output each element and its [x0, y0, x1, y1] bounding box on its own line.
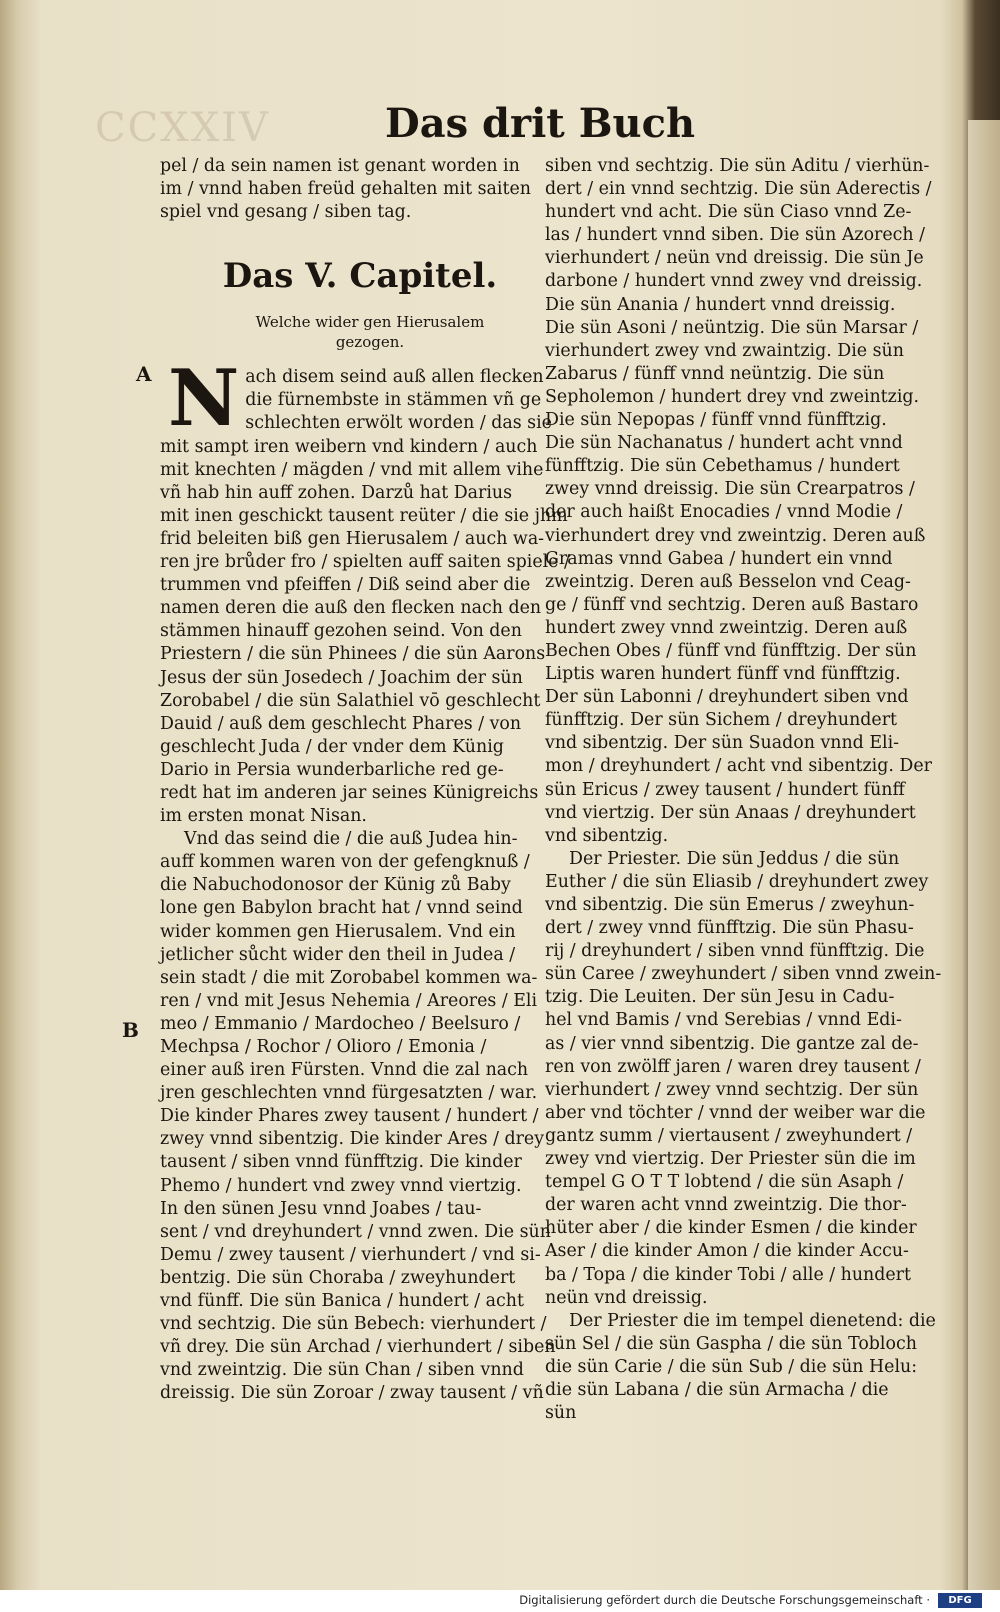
- text-line: ren / vnd mit Jesus Nehemia / Areores / Eli: [160, 990, 538, 1011]
- right-body-3: [545, 1310, 936, 1425]
- text-line: tausent / siben vnnd fünfftzig. Die kinder: [160, 1152, 522, 1173]
- text-line: fünfftzig. Der sün Sichem / dreyhundert: [545, 710, 898, 731]
- text-line: geschlecht Juda / der vnder dem Künig: [160, 736, 504, 757]
- text-line: wider kommen gen Hierusalem. Vnd ein: [160, 921, 516, 942]
- text-line: vierhundert / zwey vnnd sechtzig. Der sün: [545, 1079, 919, 1100]
- left-body-a: [160, 436, 570, 1036]
- text-line: tempel G O T T lobtend / die sün Asaph /: [545, 1172, 904, 1193]
- text-line: meo / Emmanio / Mardocheo / Beelsuro /: [160, 1013, 521, 1034]
- text-line: Die sün Anania / hundert vnnd dreissig.: [545, 294, 896, 315]
- text-line: lone gen Babylon bracht hat / vnnd seind: [160, 898, 523, 919]
- text-line: sün Ericus / zwey tausent / hundert fünff: [545, 779, 905, 800]
- text-line: jetlicher sůcht wider den theil in Judea /: [160, 944, 516, 965]
- text-line: Aser / die kinder Amon / die kinder Accu-: [545, 1241, 909, 1262]
- text-line: Demu / zwey tausent / vierhundert / vnd si-: [160, 1244, 541, 1265]
- text-line: Der sün Labonni / dreyhundert siben vnd: [545, 687, 909, 708]
- text-line: Die sün Asoni / neüntzig. Die sün Marsar /: [545, 317, 919, 338]
- right-body-2: [545, 848, 942, 1310]
- adjacent-page-edge: [968, 120, 1000, 1590]
- text-line: Jesus der sün Josedech / Joachim der sün: [160, 667, 523, 688]
- text-line: Priestern / die sün Phinees / die sün Aarons: [160, 644, 546, 665]
- text-line: Gramas vnnd Gabea / hundert ein vnnd: [545, 548, 893, 569]
- text-line: rij / dreyhundert / siben vnnd fünfftzig. Die: [545, 941, 925, 962]
- text-line: gantz summ / viertausent / zweyhundert /: [545, 1125, 913, 1146]
- text-line: fünfftzig. Die sün Cebethamus / hundert: [545, 456, 900, 477]
- text-line: redt hat im anderen jar seines Künigreichs: [160, 782, 539, 803]
- text-line: vnd viertzig. Der sün Anaas / dreyhundert: [545, 802, 916, 823]
- text-line: vnd sechtzig. Die sün Bebech: vierhundert /: [160, 1314, 547, 1335]
- text-line: Zabarus / fünff vnnd neüntzig. Die sün: [545, 363, 885, 384]
- text-line: mon / dreyhundert / acht vnd sibentzig. Der: [545, 756, 932, 777]
- text-line: dert / ein vnnd sechtzig. Die sün Aderectis /: [545, 179, 932, 200]
- text-line: die sün Carie / die sün Sub / die sün Helu:: [545, 1356, 918, 1377]
- margin-marker-b: B: [122, 1018, 139, 1042]
- text-line: mit inen geschickt tausent reüter / die sie jhm: [160, 505, 568, 526]
- text-line: Mechpsa / Rochor / Olioro / Emonia /: [160, 1037, 487, 1057]
- text-line: ren jre brůder fro / spielten auff saiten spiele /: [160, 552, 570, 573]
- text-line: bentzig. Die sün Choraba / zweyhundert: [160, 1267, 516, 1288]
- text-line: zweintzig. Deren auß Besselon vnd Ceag-: [545, 571, 911, 592]
- text-line: zwey vnd viertzig. Der Priester sün die im: [545, 1149, 916, 1170]
- text-line: dreissig. Die sün Zoroar / zway tausent / vñ: [160, 1383, 544, 1404]
- text-line: trummen vnd pfeiffen / Diß seind aber die: [160, 575, 531, 596]
- text-line: Der Priester. Die sün Jeddus / die sün: [569, 848, 900, 869]
- text-line: sün Sel / die sün Gaspha / die sün Tobloch: [545, 1333, 917, 1354]
- running-head: Das drit Buch: [385, 100, 696, 147]
- text-line: der auch haißt Enocadies / vnnd Modie /: [545, 502, 903, 523]
- text-line: die sün Labana / die sün Armacha / die: [545, 1379, 889, 1400]
- text-line: zwey vnnd sibentzig. Die kinder Ares / drey: [160, 1129, 545, 1150]
- text-line: In den sünen Jesu vnnd Joabes / tau-: [160, 1198, 482, 1219]
- margin-marker-a: A: [136, 362, 152, 386]
- left-body-b: [160, 1036, 556, 1406]
- text-line: Euther / die sün Eliasib / dreyhundert zwey: [545, 871, 929, 892]
- decorated-initial: N: [168, 353, 240, 445]
- text-line: aber vnd töchter / vnnd der weiber war die: [545, 1102, 926, 1123]
- subheading-line: Welche wider gen Hierusalem: [255, 313, 485, 332]
- text-line: vñ drey. Die sün Archad / vierhundert / siben: [160, 1337, 556, 1358]
- subheading-line: gezogen.: [335, 333, 405, 352]
- text-line: dert / zwey vnnd fünfftzig. Die sün Phasu-: [545, 918, 914, 939]
- text-line: Liptis waren hundert fünff vnd fünfftzig.: [545, 664, 901, 685]
- text-line: sün Caree / zweyhundert / siben vnnd zwein-: [545, 964, 942, 985]
- text-line: sein stadt / die mit Zorobabel kommen wa-: [160, 967, 538, 988]
- text-line: schlechten erwölt worden / das sie: [245, 413, 552, 434]
- text-line: neün vnd dreissig.: [545, 1287, 708, 1308]
- text-line: die Nabuchodonosor der Künig zů Baby: [160, 875, 511, 896]
- text-line: hel vnd Bamis / vnd Serebias / vnnd Edi-: [545, 1010, 902, 1031]
- text-line: frid beleiten biß gen Hierusalem / auch wa-: [160, 528, 545, 549]
- text-line: Der Priester die im tempel dienetend: die: [569, 1310, 936, 1331]
- text-line: hundert vnd acht. Die sün Ciaso vnnd Ze-: [545, 202, 912, 223]
- text-line: Phemo / hundert vnd zwey vnnd viertzig.: [160, 1175, 522, 1196]
- left-column: [160, 155, 570, 1406]
- text-line: Sepholemon / hundert drey vnd zweintzig.: [545, 386, 920, 407]
- text-line: ren von zwölff jaren / waren drey tausent /: [545, 1056, 921, 1077]
- footer-bar: [0, 1590, 1000, 1612]
- text-line: pel / da sein namen ist genant worden in: [160, 156, 520, 176]
- text-line: Die kinder Phares zwey tausent / hundert /: [160, 1106, 539, 1127]
- text-line: stämmen hinauff gezohen seind. Von den: [160, 621, 522, 642]
- text-line: namen deren die auß den flecken nach den: [160, 598, 542, 619]
- text-line: sün: [545, 1403, 577, 1424]
- footer-credit: Digitalisierung gefördert durch die Deutsche Forschungsgemeinschaft ·: [519, 1593, 930, 1607]
- text-line: im ersten monat Nisan.: [160, 806, 367, 827]
- text-line: Die sün Nachanatus / hundert acht vnnd: [545, 433, 903, 454]
- text-line: Vnd das seind die / die auß Judea hin-: [184, 829, 518, 850]
- text-line: vierhundert zwey vnd zwaintzig. Die sün: [545, 340, 904, 361]
- text-line: mit knechten / mägden / vnd mit allem vihe: [160, 459, 544, 480]
- text-line: darbone / hundert vnnd zwey vnd dreissig.: [545, 271, 923, 292]
- text-line: vnd zweintzig. Die sün Chan / siben vnnd: [160, 1360, 524, 1381]
- chapter-opening: [160, 353, 552, 445]
- right-column: [545, 155, 942, 1425]
- text-line: sent / vnd dreyhundert / vnnd zwen. Die sün: [160, 1221, 551, 1242]
- text-line: der waren acht vnnd zweintzig. Die thor-: [545, 1195, 907, 1216]
- text-line: tzig. Die Leuiten. Der sün Jesu in Cadu-: [545, 987, 895, 1008]
- text-line: vnd sibentzig. Der sün Suadon vnnd Eli-: [545, 733, 900, 754]
- text-line: Bechen Obes / fünff vnd fünfftzig. Der sün: [545, 640, 917, 661]
- dfg-logo: DFG: [938, 1593, 982, 1608]
- text-line: vierhundert / neün vnd dreissig. Die sün Je: [545, 248, 924, 269]
- text-line: las / hundert vnnd siben. Die sün Azorech /: [545, 225, 925, 246]
- text-line: auff kommen waren von der gefengknuß /: [160, 852, 530, 873]
- text-line: ach disem seind auß allen flecken: [245, 367, 544, 388]
- text-line: Dauid / auß dem geschlecht Phares / von: [160, 713, 522, 734]
- text-line: die fürnembste in stämmen vñ ge: [245, 390, 542, 411]
- text-line: Die sün Nepopas / fünff vnnd fünfftzig.: [545, 410, 887, 431]
- text-line: spiel vnd gesang / siben tag.: [160, 202, 412, 223]
- text-line: as / vier vnnd sibentzig. Die gantze zal de-: [545, 1033, 919, 1054]
- text-line: vnd sibentzig. Die sün Emerus / zweyhun-: [545, 895, 915, 915]
- chapter-title: Das V. Capitel.: [222, 256, 498, 297]
- text-line: einer auß iren Fürsten. Vnnd die zal nach: [160, 1060, 529, 1081]
- text-line: vñ hab hin auff zohen. Darzů hat Darius: [160, 482, 513, 503]
- text-line: vnd sibentzig.: [545, 825, 669, 846]
- text-line: vnd fünff. Die sün Banica / hundert / acht: [160, 1291, 524, 1312]
- text-line: zwey vnnd dreissig. Die sün Crearpatros /: [545, 479, 915, 500]
- text-line: hundert zwey vnnd zweintzig. Deren auß: [545, 617, 908, 638]
- text-line: mit sampt iren weibern vnd kindern / auch: [160, 436, 538, 457]
- text-line: ba / Topa / die kinder Tobi / alle / hundert: [545, 1264, 911, 1285]
- text-line: ge / fünff vnd sechtzig. Deren auß Bastaro: [545, 594, 919, 615]
- text-line: vierhundert drey vnd zweintzig. Deren auß: [545, 525, 926, 546]
- text-line: jren geschlechten vnnd fürgesatzten / war.: [160, 1083, 538, 1104]
- text-line: Zorobabel / die sün Salathiel vō geschlecht: [160, 690, 541, 711]
- left-intro-lines: [160, 155, 531, 224]
- text-line: Dario in Persia wunderbarliche red ge-: [160, 759, 504, 780]
- text-line: im / vnnd haben freüd gehalten mit saiten: [160, 179, 531, 200]
- bleed-through-text: CCXXIV: [95, 105, 270, 151]
- text-line: siben vnd sechtzig. Die sün Aditu / vierhün-: [545, 156, 930, 176]
- chapter-subheading: [160, 312, 520, 352]
- right-body-1: [545, 155, 932, 848]
- text-line: hüter aber / die kinder Esmen / die kinder: [545, 1218, 917, 1239]
